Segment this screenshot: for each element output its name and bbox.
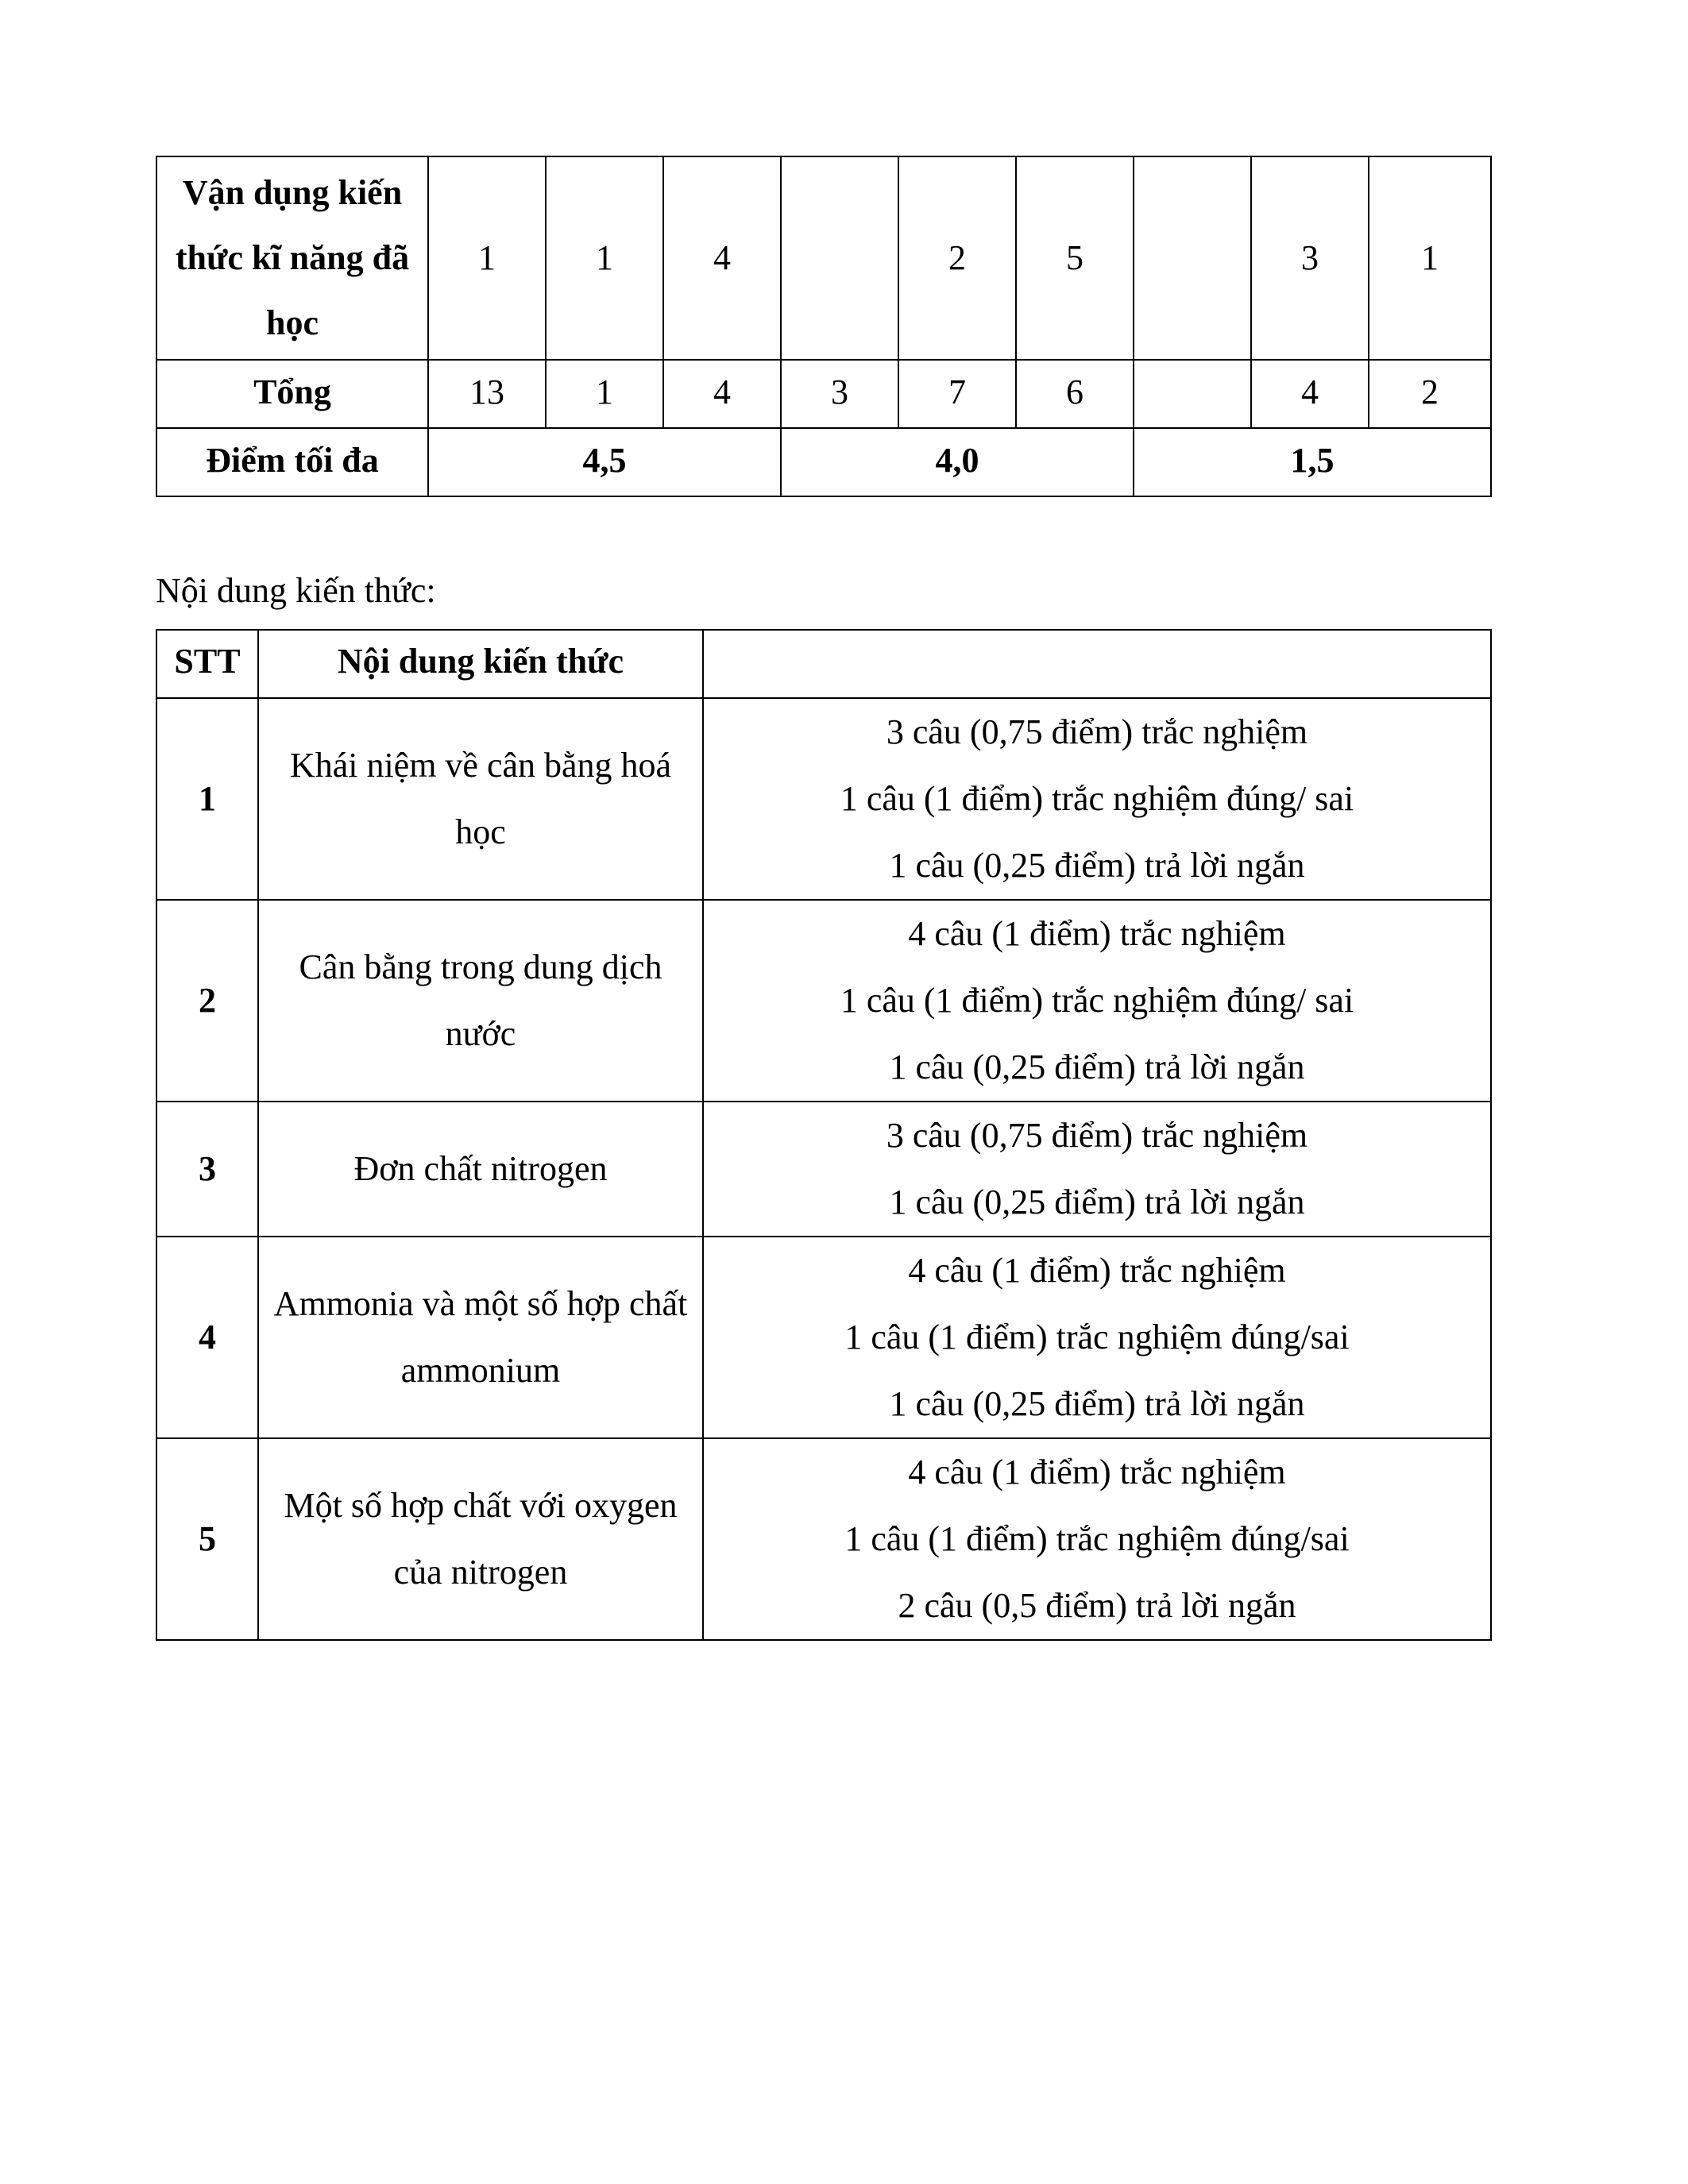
row-stt: 5 — [156, 1438, 258, 1640]
row-label-tong: Tổng — [156, 360, 428, 428]
detail-line: 1 câu (0,25 điểm) trả lời ngắn — [889, 1048, 1305, 1086]
row-topic: Một số hợp chất với oxygen của nitrogen — [258, 1438, 703, 1640]
summary-table — [156, 156, 1492, 497]
summary-cell: 4 — [663, 156, 781, 360]
header-topic: Nội dung kiến thức — [258, 630, 703, 698]
row-topic: Cân bằng trong dung dịch nước — [258, 900, 703, 1102]
summary-cell: 7 — [898, 360, 1016, 428]
row-details — [703, 1438, 1491, 1640]
row-topic: Khái niệm về cân bằng hoá học — [258, 698, 703, 900]
detail-line: 3 câu (0,75 điểm) trắc nghiệm — [886, 712, 1308, 751]
summary-cell: 1 — [1369, 156, 1491, 360]
row-stt: 1 — [156, 698, 258, 900]
summary-cell: 3 — [781, 360, 898, 428]
content-row — [156, 1438, 1491, 1640]
content-caption: Nội dung kiến thức: — [156, 571, 436, 610]
detail-line: 1 câu (1 điểm) trắc nghiệm đúng/ sai — [840, 779, 1354, 818]
detail-line: 1 câu (0,25 điểm) trả lời ngắn — [889, 1183, 1305, 1221]
detail-line: 1 câu (1 điểm) trắc nghiệm đúng/sai — [844, 1318, 1350, 1356]
summary-cell: 13 — [428, 360, 546, 428]
content-row — [156, 698, 1491, 900]
row-details — [703, 1237, 1491, 1438]
content-row — [156, 1237, 1491, 1438]
summary-cell: 1 — [546, 156, 663, 360]
detail-line: 1 câu (1 điểm) trắc nghiệm đúng/ sai — [840, 981, 1354, 1020]
row-topic: Đơn chất nitrogen — [258, 1102, 703, 1237]
row-stt: 3 — [156, 1102, 258, 1237]
content-table — [156, 629, 1492, 1641]
row-stt: 4 — [156, 1237, 258, 1438]
row-topic: Ammonia và một số hợp chất ammonium — [258, 1237, 703, 1438]
detail-line: 4 câu (1 điểm) trắc nghiệm — [908, 914, 1286, 953]
content-row — [156, 1102, 1491, 1237]
max-score-value: 4,5 — [428, 428, 781, 496]
summary-cell — [1134, 360, 1251, 428]
row-details — [703, 698, 1491, 900]
summary-cell: 4 — [1251, 360, 1369, 428]
detail-line: 4 câu (1 điểm) trắc nghiệm — [908, 1453, 1286, 1491]
max-score-value: 1,5 — [1134, 428, 1491, 496]
row-details — [703, 1102, 1491, 1237]
summary-row-max-score — [156, 428, 1491, 496]
row-details — [703, 900, 1491, 1102]
header-stt: STT — [156, 630, 258, 698]
detail-line: 1 câu (0,25 điểm) trả lời ngắn — [889, 846, 1305, 885]
header-details — [703, 630, 1491, 698]
summary-cell: 2 — [898, 156, 1016, 360]
summary-cell: 3 — [1251, 156, 1369, 360]
summary-row-van-dung — [156, 156, 1491, 360]
summary-cell: 1 — [428, 156, 546, 360]
detail-line: 1 câu (1 điểm) trắc nghiệm đúng/sai — [844, 1519, 1350, 1558]
row-stt: 2 — [156, 900, 258, 1102]
summary-cell: 2 — [1369, 360, 1491, 428]
content-row — [156, 900, 1491, 1102]
detail-line: 4 câu (1 điểm) trắc nghiệm — [908, 1251, 1286, 1290]
summary-cell: 5 — [1016, 156, 1134, 360]
summary-cell — [1134, 156, 1251, 360]
detail-line: 1 câu (0,25 điểm) trả lời ngắn — [889, 1384, 1305, 1423]
summary-cell — [781, 156, 898, 360]
summary-cell: 4 — [663, 360, 781, 428]
summary-row-tong — [156, 360, 1491, 428]
detail-line: 2 câu (0,5 điểm) trả lời ngắn — [898, 1586, 1296, 1625]
row-label-van-dung: Vận dụng kiến thức kĩ năng đã học — [156, 156, 428, 360]
max-score-value: 4,0 — [781, 428, 1134, 496]
summary-cell: 1 — [546, 360, 663, 428]
content-header-row — [156, 630, 1491, 698]
summary-cell: 6 — [1016, 360, 1134, 428]
row-label-max-score: Điểm tối đa — [156, 428, 428, 496]
detail-line: 3 câu (0,75 điểm) trắc nghiệm — [886, 1116, 1308, 1155]
